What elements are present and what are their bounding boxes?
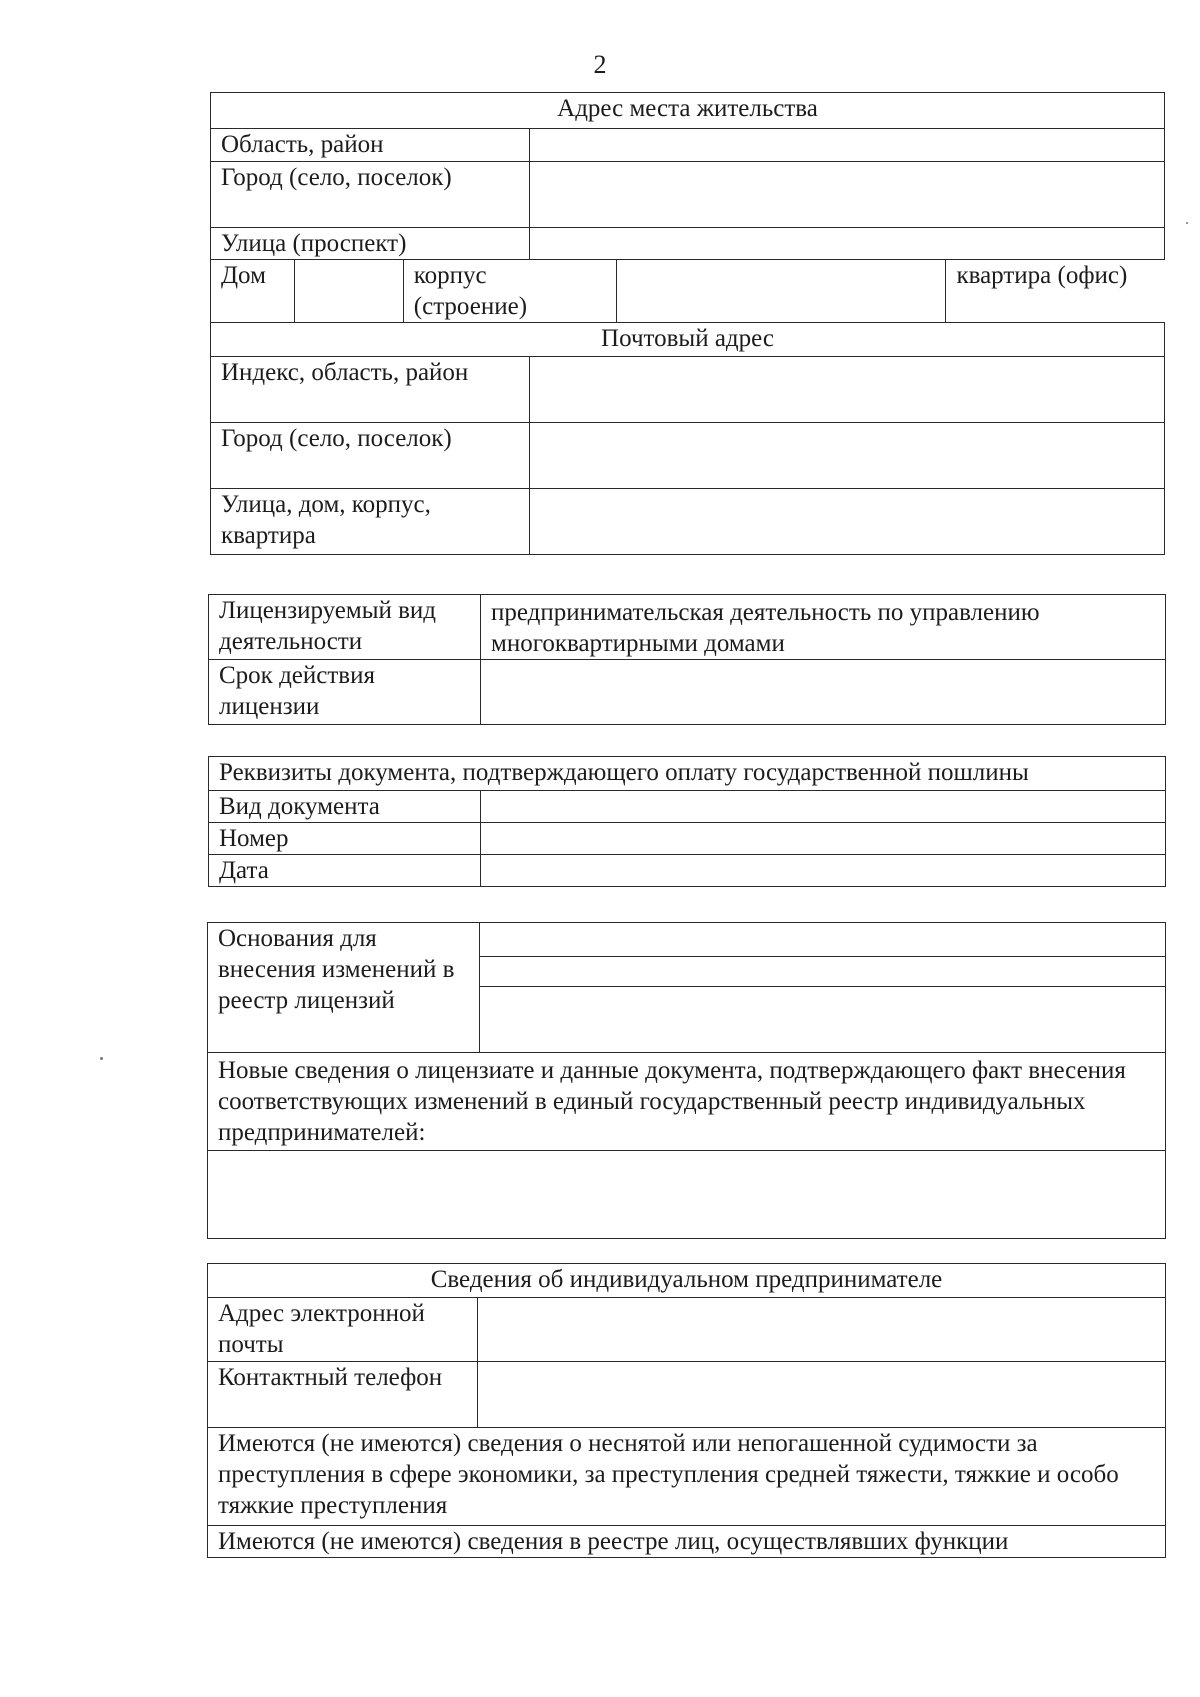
- residence-apartment-label: квартира (офис): [946, 260, 1165, 323]
- entrepreneur-email-label: Адрес электронной почты: [208, 1298, 478, 1362]
- fee-date-label: Дата: [209, 855, 481, 887]
- fee-number-label: Номер: [209, 823, 481, 855]
- license-activity-label: Лицензируемый вид деятельности: [209, 595, 481, 660]
- entrepreneur-phone-field[interactable]: [478, 1362, 1166, 1428]
- entrepreneur-registry-text: Имеются (не имеются) сведения в реестре лиц, осуществлявших функции: [208, 1526, 1166, 1558]
- license-validity-label: Срок действия лицензии: [209, 660, 481, 725]
- residence-house-label: Дом: [211, 260, 295, 323]
- entrepreneur-email-field[interactable]: [478, 1298, 1166, 1362]
- residence-city-field[interactable]: [529, 162, 1164, 228]
- changes-grounds-field-1[interactable]: [480, 923, 1166, 957]
- changes-table: [207, 922, 1166, 1239]
- postal-header: Почтовый адрес: [211, 323, 1165, 357]
- postal-city-label: Город (село, поселок): [211, 423, 530, 489]
- residence-region-label: Область, район: [211, 129, 530, 162]
- fee-table: [208, 756, 1166, 887]
- fee-doc-type-field[interactable]: [481, 791, 1166, 823]
- license-validity-field[interactable]: [481, 660, 1166, 725]
- scan-speck: [1186, 222, 1188, 224]
- changes-grounds-field-3[interactable]: [480, 987, 1166, 1053]
- scan-speck: [100, 1057, 103, 1060]
- fee-doc-type-label: Вид документа: [209, 791, 481, 823]
- entrepreneur-table: [207, 1263, 1166, 1558]
- fee-number-field[interactable]: [481, 823, 1166, 855]
- residence-header: Адрес места жительства: [211, 93, 1165, 129]
- residence-building-label: корпус (строение): [403, 260, 616, 323]
- postal-index-label: Индекс, область, район: [211, 357, 530, 423]
- license-table: [208, 594, 1166, 725]
- changes-new-info-field[interactable]: [208, 1151, 1166, 1239]
- postal-city-field[interactable]: [529, 423, 1164, 489]
- entrepreneur-header: Сведения об индивидуальном предпринимателе: [208, 1264, 1166, 1298]
- residence-street-field[interactable]: [529, 228, 1164, 260]
- residence-building-field[interactable]: [616, 260, 946, 323]
- fee-header: Реквизиты документа, подтверждающего оплату государственной пошлины: [209, 757, 1166, 791]
- changes-new-info-text: Новые сведения о лицензиате и данные документа, подтверждающего факт внесения соответствующих изменений в единый государственный реестр индивидуальных предпринимателей:: [208, 1053, 1166, 1151]
- postal-index-field[interactable]: [529, 357, 1164, 423]
- license-activity-value: предпринимательская деятельность по управлению многоквартирными домами: [481, 595, 1166, 660]
- changes-grounds-field-2[interactable]: [480, 957, 1166, 987]
- residence-city-label: Город (село, поселок): [211, 162, 530, 228]
- postal-street-field[interactable]: [529, 489, 1164, 555]
- page-number: 2: [593, 50, 607, 79]
- address-table: [210, 92, 1165, 555]
- entrepreneur-phone-label: Контактный телефон: [208, 1362, 478, 1428]
- residence-region-field[interactable]: [529, 129, 1164, 162]
- postal-street-label: Улица, дом, корпус, квартира: [211, 489, 530, 555]
- entrepreneur-criminal-text: Имеются (не имеются) сведения о неснятой или непогашенной судимости за преступления в сфере экономики, за преступления средней тяжести, тяжкие и особо тяжкие преступления: [208, 1428, 1166, 1526]
- fee-date-field[interactable]: [481, 855, 1166, 887]
- changes-grounds-label: Основания для внесения изменений в реестр лицензий: [208, 923, 480, 1053]
- residence-street-label: Улица (проспект): [211, 228, 530, 260]
- residence-house-field[interactable]: [294, 260, 403, 323]
